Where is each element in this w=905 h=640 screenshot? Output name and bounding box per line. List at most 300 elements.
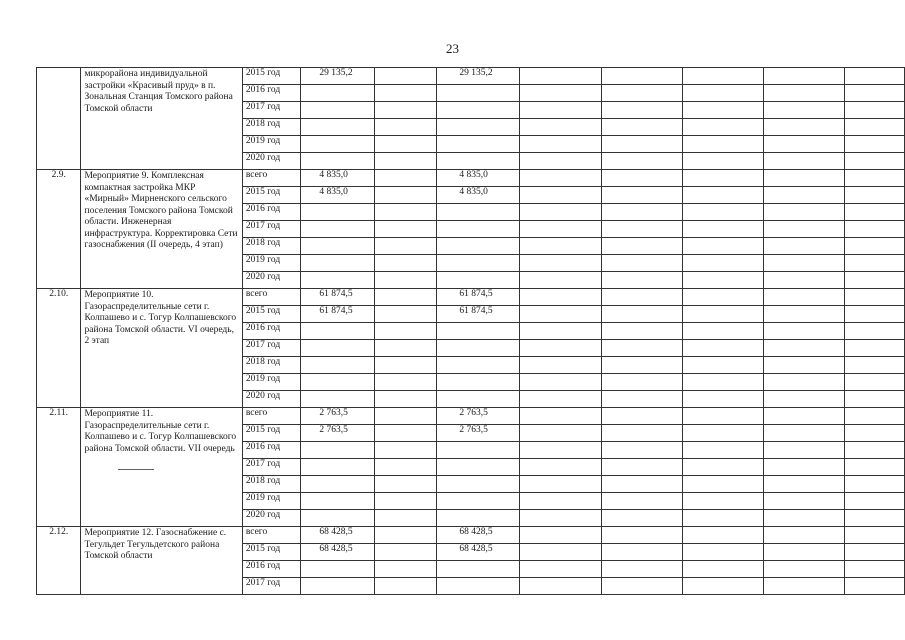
regional-amount	[437, 578, 520, 595]
empty-cell	[374, 527, 436, 544]
empty-cell	[374, 153, 436, 170]
empty-cell	[683, 459, 764, 476]
empty-cell	[683, 170, 764, 187]
funding-table	[36, 67, 905, 595]
empty-cell	[602, 357, 683, 374]
empty-cell	[683, 510, 764, 527]
empty-cell	[520, 561, 602, 578]
empty-cell	[845, 85, 905, 102]
regional-amount	[437, 204, 520, 221]
empty-cell	[683, 527, 764, 544]
empty-cell	[374, 408, 436, 425]
empty-cell	[683, 340, 764, 357]
measure-number	[37, 68, 81, 170]
regional-amount: 68 428,5	[437, 527, 520, 544]
period-label: 2017 год	[242, 578, 301, 595]
empty-cell	[520, 85, 602, 102]
empty-cell	[845, 102, 905, 119]
empty-cell	[520, 425, 602, 442]
empty-cell	[683, 289, 764, 306]
empty-cell	[602, 289, 683, 306]
empty-cell	[683, 119, 764, 136]
empty-cell	[845, 425, 905, 442]
regional-amount	[437, 255, 520, 272]
total-amount	[301, 119, 375, 136]
empty-cell	[764, 408, 845, 425]
empty-cell	[764, 357, 845, 374]
empty-cell	[374, 510, 436, 527]
empty-cell	[683, 323, 764, 340]
empty-cell	[764, 493, 845, 510]
period-label: 2016 год	[242, 323, 301, 340]
empty-cell	[374, 578, 436, 595]
empty-cell	[764, 85, 845, 102]
regional-amount	[437, 357, 520, 374]
regional-amount: 4 835,0	[437, 187, 520, 204]
empty-cell	[845, 357, 905, 374]
empty-cell	[683, 306, 764, 323]
period-label: всего	[242, 408, 301, 425]
total-amount: 4 835,0	[301, 170, 375, 187]
measure-description	[81, 527, 242, 595]
empty-cell	[683, 68, 764, 85]
empty-cell	[520, 289, 602, 306]
empty-cell	[374, 289, 436, 306]
empty-cell	[602, 85, 683, 102]
total-amount	[301, 153, 375, 170]
regional-amount	[437, 561, 520, 578]
period-label: 2017 год	[242, 340, 301, 357]
measure-number: 2.10.	[37, 289, 81, 408]
period-label: 2019 год	[242, 493, 301, 510]
empty-cell	[374, 391, 436, 408]
empty-cell	[520, 340, 602, 357]
total-amount	[301, 578, 375, 595]
regional-amount: 68 428,5	[437, 544, 520, 561]
empty-cell	[520, 306, 602, 323]
period-label: 2016 год	[242, 85, 301, 102]
empty-cell	[683, 493, 764, 510]
period-label: 2019 год	[242, 136, 301, 153]
empty-cell	[845, 374, 905, 391]
empty-cell	[683, 544, 764, 561]
regional-amount	[437, 323, 520, 340]
regional-amount: 29 135,2	[437, 68, 520, 85]
empty-cell	[764, 204, 845, 221]
empty-cell	[845, 578, 905, 595]
empty-cell	[845, 544, 905, 561]
empty-cell	[764, 272, 845, 289]
total-amount: 2 763,5	[301, 425, 375, 442]
regional-amount	[437, 340, 520, 357]
empty-cell	[845, 289, 905, 306]
empty-cell	[520, 527, 602, 544]
empty-cell	[374, 476, 436, 493]
total-amount	[301, 272, 375, 289]
empty-cell	[602, 578, 683, 595]
period-label: 2019 год	[242, 255, 301, 272]
period-label: 2018 год	[242, 119, 301, 136]
empty-cell	[683, 204, 764, 221]
total-amount	[301, 238, 375, 255]
empty-cell	[764, 289, 845, 306]
empty-cell	[764, 561, 845, 578]
empty-cell	[764, 323, 845, 340]
empty-cell	[602, 255, 683, 272]
empty-cell	[845, 68, 905, 85]
empty-cell	[845, 221, 905, 238]
empty-cell	[845, 527, 905, 544]
regional-amount	[437, 272, 520, 289]
empty-cell	[764, 527, 845, 544]
empty-cell	[520, 187, 602, 204]
period-label: 2017 год	[242, 102, 301, 119]
empty-cell	[845, 204, 905, 221]
empty-cell	[683, 187, 764, 204]
empty-cell	[374, 85, 436, 102]
table-row	[37, 68, 905, 85]
empty-cell	[374, 459, 436, 476]
measure-description-text: Мероприятие 10. Газораспределительные сети г. Колпашево и с. Тогур Колпашевского района Томской области. VI очередь, 2 этап	[84, 290, 237, 346]
empty-cell	[683, 136, 764, 153]
total-amount: 61 874,5	[301, 289, 375, 306]
empty-cell	[845, 493, 905, 510]
empty-cell	[683, 408, 764, 425]
empty-cell	[764, 340, 845, 357]
total-amount: 68 428,5	[301, 544, 375, 561]
total-amount	[301, 357, 375, 374]
total-amount: 4 835,0	[301, 187, 375, 204]
period-label: 2020 год	[242, 391, 301, 408]
empty-cell	[374, 136, 436, 153]
empty-cell	[374, 102, 436, 119]
empty-cell	[602, 374, 683, 391]
total-amount: 61 874,5	[301, 306, 375, 323]
empty-cell	[374, 306, 436, 323]
empty-cell	[520, 68, 602, 85]
table-body	[37, 68, 905, 595]
empty-cell	[520, 238, 602, 255]
empty-cell	[602, 187, 683, 204]
regional-amount: 61 874,5	[437, 289, 520, 306]
total-amount	[301, 102, 375, 119]
total-amount	[301, 459, 375, 476]
total-amount	[301, 136, 375, 153]
empty-cell	[520, 170, 602, 187]
empty-cell	[683, 153, 764, 170]
regional-amount	[437, 153, 520, 170]
empty-cell	[374, 255, 436, 272]
empty-cell	[602, 544, 683, 561]
empty-cell	[683, 374, 764, 391]
empty-cell	[374, 340, 436, 357]
table-row	[37, 527, 905, 544]
measure-number: 2.11.	[37, 408, 81, 527]
empty-cell	[845, 459, 905, 476]
regional-amount	[437, 102, 520, 119]
measure-description	[81, 408, 242, 527]
empty-cell	[520, 459, 602, 476]
empty-cell	[683, 102, 764, 119]
empty-cell	[683, 238, 764, 255]
empty-cell	[520, 272, 602, 289]
measure-description-text: микрорайона индивидуальной застройки «Красивый пруд» в п. Зональная Станция Томского района Томской области	[84, 69, 233, 114]
empty-cell	[764, 170, 845, 187]
empty-cell	[845, 136, 905, 153]
regional-amount	[437, 442, 520, 459]
period-label: 2016 год	[242, 442, 301, 459]
empty-cell	[602, 68, 683, 85]
empty-cell	[683, 391, 764, 408]
empty-cell	[374, 442, 436, 459]
regional-amount: 61 874,5	[437, 306, 520, 323]
empty-cell	[520, 136, 602, 153]
empty-cell	[602, 204, 683, 221]
empty-cell	[845, 476, 905, 493]
empty-cell	[520, 119, 602, 136]
regional-amount	[437, 136, 520, 153]
measure-description-text: Мероприятие 11. Газораспределительные сети г. Колпашево и с. Тогур Колпашевского района Томской области. VII очередь	[84, 409, 237, 454]
period-label: 2017 год	[242, 459, 301, 476]
empty-cell	[602, 153, 683, 170]
empty-cell	[683, 221, 764, 238]
empty-cell	[602, 102, 683, 119]
empty-cell	[374, 425, 436, 442]
total-amount	[301, 221, 375, 238]
period-label: 2015 год	[242, 544, 301, 561]
regional-amount	[437, 85, 520, 102]
total-amount	[301, 374, 375, 391]
total-amount	[301, 340, 375, 357]
empty-cell	[520, 255, 602, 272]
empty-cell	[374, 119, 436, 136]
empty-cell	[845, 255, 905, 272]
divider-mark	[118, 469, 154, 470]
regional-amount: 2 763,5	[437, 425, 520, 442]
empty-cell	[683, 357, 764, 374]
measure-description-text: Мероприятие 12. Газоснабжение с. Тегульдет Тегульдетского района Томской области	[84, 528, 227, 561]
empty-cell	[602, 221, 683, 238]
empty-cell	[683, 442, 764, 459]
empty-cell	[520, 204, 602, 221]
empty-cell	[602, 493, 683, 510]
empty-cell	[764, 476, 845, 493]
empty-cell	[764, 238, 845, 255]
empty-cell	[845, 391, 905, 408]
total-amount	[301, 561, 375, 578]
measure-number: 2.9.	[37, 170, 81, 289]
empty-cell	[845, 561, 905, 578]
empty-cell	[374, 357, 436, 374]
empty-cell	[602, 442, 683, 459]
period-label: 2015 год	[242, 187, 301, 204]
empty-cell	[520, 510, 602, 527]
empty-cell	[764, 544, 845, 561]
empty-cell	[374, 493, 436, 510]
empty-cell	[602, 136, 683, 153]
measure-number: 2.12.	[37, 527, 81, 595]
empty-cell	[602, 510, 683, 527]
empty-cell	[845, 187, 905, 204]
total-amount	[301, 204, 375, 221]
regional-amount: 2 763,5	[437, 408, 520, 425]
table-row	[37, 170, 905, 187]
measure-description	[81, 170, 242, 289]
empty-cell	[602, 527, 683, 544]
empty-cell	[520, 102, 602, 119]
total-amount	[301, 476, 375, 493]
empty-cell	[374, 204, 436, 221]
total-amount	[301, 255, 375, 272]
period-label: 2018 год	[242, 476, 301, 493]
empty-cell	[764, 102, 845, 119]
empty-cell	[520, 442, 602, 459]
empty-cell	[683, 561, 764, 578]
empty-cell	[845, 442, 905, 459]
empty-cell	[520, 578, 602, 595]
measure-description-text: Мероприятие 9. Комплексная компактная застройка МКР «Мирный» Мирненского сельского поселения Томского района Томской области. Инженерная инфраструктура. Корректировка Сети газоснабжения (II очередь, 4 этап)	[84, 171, 238, 250]
empty-cell	[683, 476, 764, 493]
empty-cell	[845, 340, 905, 357]
empty-cell	[520, 544, 602, 561]
total-amount: 2 763,5	[301, 408, 375, 425]
empty-cell	[845, 510, 905, 527]
empty-cell	[374, 187, 436, 204]
empty-cell	[602, 476, 683, 493]
empty-cell	[374, 374, 436, 391]
period-label: 2019 год	[242, 374, 301, 391]
empty-cell	[845, 119, 905, 136]
period-label: 2016 год	[242, 204, 301, 221]
measure-description	[81, 68, 242, 170]
empty-cell	[602, 340, 683, 357]
table-row	[37, 408, 905, 425]
empty-cell	[602, 306, 683, 323]
empty-cell	[683, 272, 764, 289]
empty-cell	[602, 561, 683, 578]
empty-cell	[602, 425, 683, 442]
empty-cell	[845, 153, 905, 170]
regional-amount: 4 835,0	[437, 170, 520, 187]
empty-cell	[374, 272, 436, 289]
regional-amount	[437, 476, 520, 493]
empty-cell	[683, 255, 764, 272]
empty-cell	[602, 323, 683, 340]
empty-cell	[602, 238, 683, 255]
total-amount	[301, 493, 375, 510]
empty-cell	[764, 136, 845, 153]
empty-cell	[520, 323, 602, 340]
total-amount	[301, 391, 375, 408]
empty-cell	[520, 493, 602, 510]
regional-amount	[437, 374, 520, 391]
empty-cell	[764, 425, 845, 442]
period-label: 2015 год	[242, 306, 301, 323]
empty-cell	[845, 170, 905, 187]
empty-cell	[764, 68, 845, 85]
empty-cell	[845, 408, 905, 425]
period-label: 2020 год	[242, 510, 301, 527]
period-label: 2020 год	[242, 272, 301, 289]
empty-cell	[602, 170, 683, 187]
empty-cell	[602, 119, 683, 136]
empty-cell	[374, 238, 436, 255]
empty-cell	[520, 357, 602, 374]
regional-amount	[437, 238, 520, 255]
empty-cell	[602, 391, 683, 408]
regional-amount	[437, 510, 520, 527]
empty-cell	[764, 153, 845, 170]
empty-cell	[520, 153, 602, 170]
total-amount	[301, 85, 375, 102]
empty-cell	[374, 170, 436, 187]
period-label: всего	[242, 289, 301, 306]
empty-cell	[520, 391, 602, 408]
empty-cell	[845, 323, 905, 340]
empty-cell	[764, 255, 845, 272]
empty-cell	[764, 187, 845, 204]
empty-cell	[602, 272, 683, 289]
total-amount	[301, 323, 375, 340]
total-amount	[301, 510, 375, 527]
total-amount: 29 135,2	[301, 68, 375, 85]
empty-cell	[683, 425, 764, 442]
empty-cell	[683, 85, 764, 102]
regional-amount	[437, 493, 520, 510]
empty-cell	[374, 68, 436, 85]
empty-cell	[374, 323, 436, 340]
period-label: 2018 год	[242, 238, 301, 255]
empty-cell	[845, 306, 905, 323]
regional-amount	[437, 119, 520, 136]
empty-cell	[602, 459, 683, 476]
empty-cell	[764, 578, 845, 595]
empty-cell	[845, 272, 905, 289]
empty-cell	[683, 578, 764, 595]
period-label: 2017 год	[242, 221, 301, 238]
period-label: всего	[242, 527, 301, 544]
regional-amount	[437, 221, 520, 238]
empty-cell	[520, 408, 602, 425]
empty-cell	[764, 391, 845, 408]
empty-cell	[374, 221, 436, 238]
total-amount	[301, 442, 375, 459]
period-label: 2018 год	[242, 357, 301, 374]
empty-cell	[764, 442, 845, 459]
measure-description	[81, 289, 242, 408]
empty-cell	[764, 306, 845, 323]
empty-cell	[374, 561, 436, 578]
table-row	[37, 289, 905, 306]
page-number: 23	[446, 41, 459, 56]
period-label: 2015 год	[242, 425, 301, 442]
empty-cell	[520, 476, 602, 493]
empty-cell	[520, 221, 602, 238]
period-label: 2015 год	[242, 68, 301, 85]
empty-cell	[764, 221, 845, 238]
empty-cell	[764, 374, 845, 391]
empty-cell	[764, 119, 845, 136]
empty-cell	[764, 510, 845, 527]
period-label: 2020 год	[242, 153, 301, 170]
period-label: всего	[242, 170, 301, 187]
empty-cell	[374, 544, 436, 561]
period-label: 2016 год	[242, 561, 301, 578]
total-amount: 68 428,5	[301, 527, 375, 544]
regional-amount	[437, 459, 520, 476]
regional-amount	[437, 391, 520, 408]
empty-cell	[602, 408, 683, 425]
